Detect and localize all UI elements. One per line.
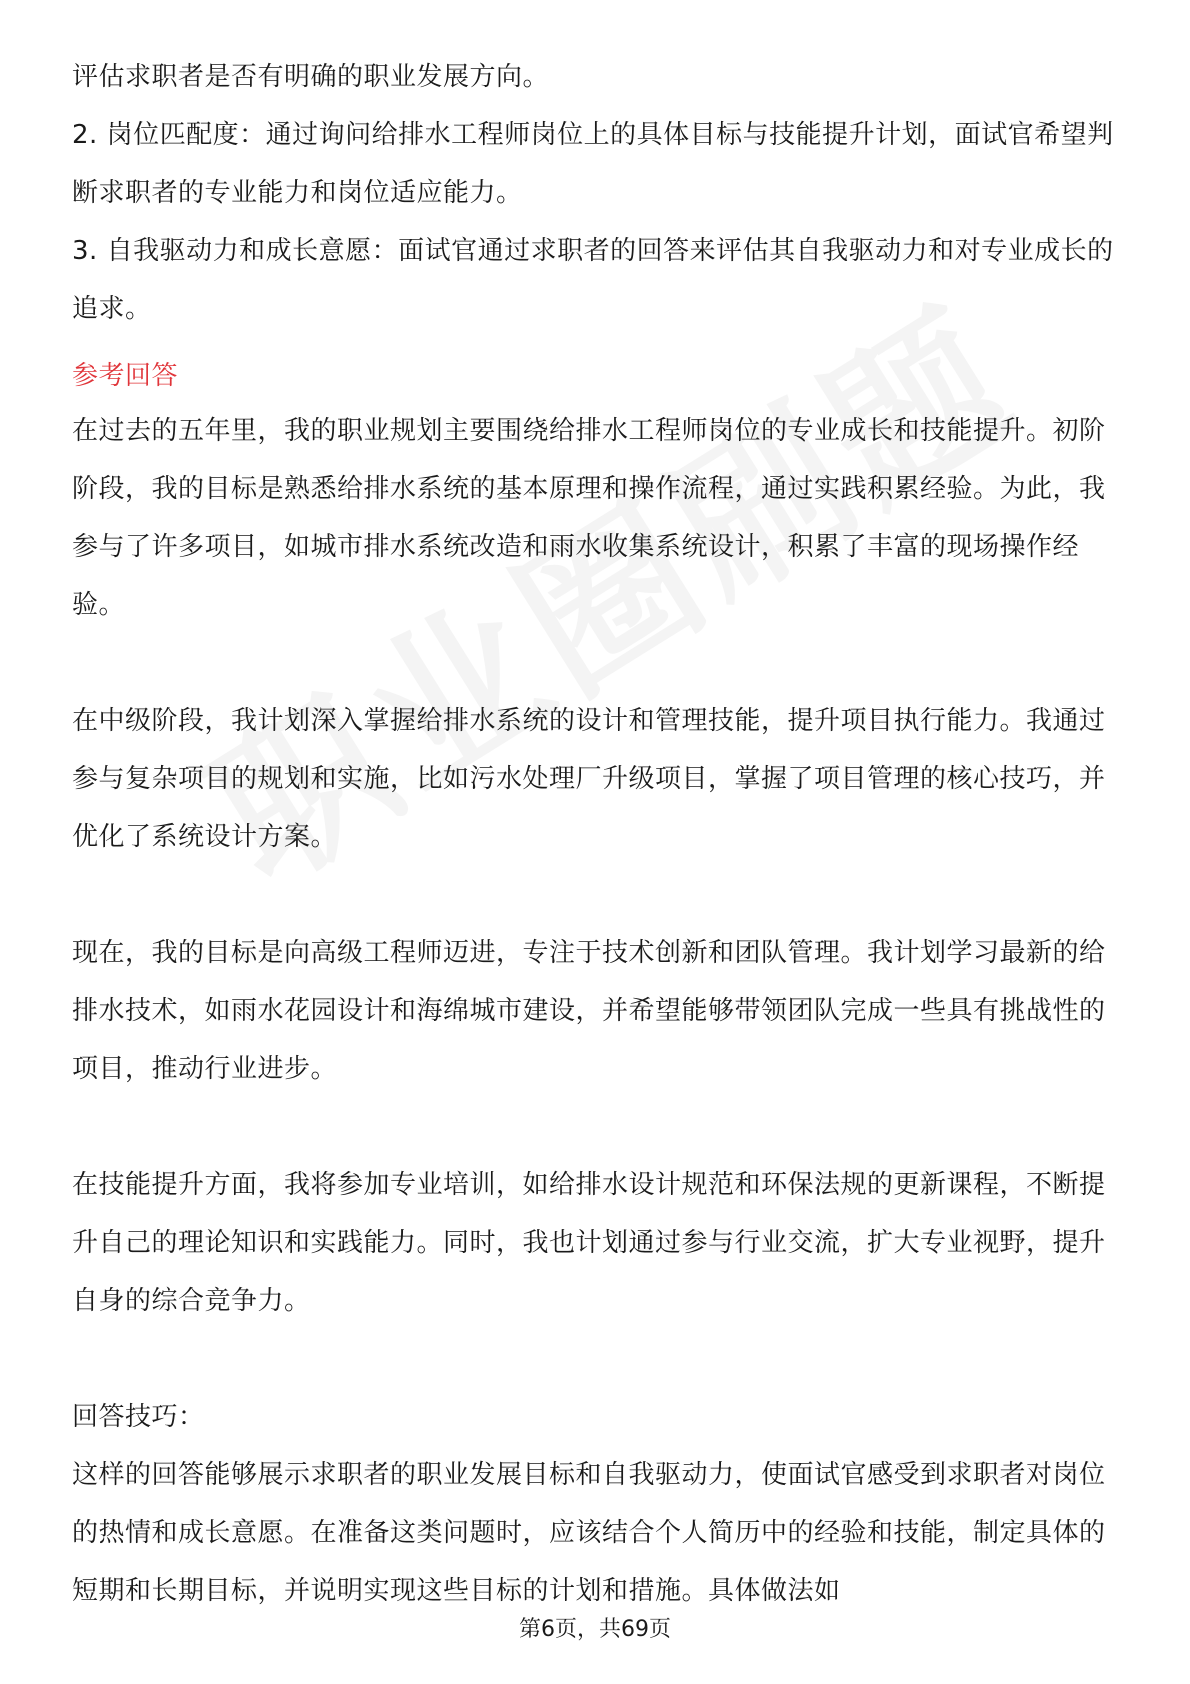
paragraph-answer-mid-stage: 在中级阶段，我计划深入掌握给排水系统的设计和管理技能，提升项目执行能力。我通过参与复杂项目的规划和实施，比如污水处理厂升级项目，掌握了项目管理的核心技巧，并优化了系统设计方案。 xyxy=(72,706,1106,852)
paragraph-answer-current-goal: 现在，我的目标是向高级工程师迈进，专注于技术创新和团队管理。我计划学习最新的给排水技术，如雨水花园设计和海绵城市建设，并希望能够带领团队完成一些具有挑战性的项目，推动行业进步。 xyxy=(72,938,1106,1084)
section-heading-reference-answer: 参考回答 xyxy=(72,361,179,391)
paragraph-answer-tips: 这样的回答能够展示求职者的职业发展目标和自我驱动力，使面试官感受到求职者对岗位的热情和成长意愿。在准备这类问题时，应该结合个人简历中的经验和技能，制定具体的短期和长期目标，并说明实现这些目标的计划和措施。具体做法如 xyxy=(72,1460,1106,1606)
paragraph-answer-early-stage: 在过去的五年里，我的职业规划主要围绕给排水工程师岗位的专业成长和技能提升。初阶阶段，我的目标是熟悉给排水系统的基本原理和操作流程，通过实践积累经验。为此，我参与了许多项目，如城市排水系统改造和雨水收集系统设计，积累了丰富的现场操作经验。 xyxy=(72,416,1106,620)
paragraph-answer-skill-improvement: 在技能提升方面，我将参加专业培训，如给排水设计规范和环保法规的更新课程，不断提升自己的理论知识和实践能力。同时，我也计划通过参与行业交流，扩大专业视野，提升自身的综合竞争力。 xyxy=(72,1170,1106,1316)
document-body xyxy=(72,48,1122,1620)
paragraph-career-direction: 评估求职者是否有明确的职业发展方向。 xyxy=(72,62,550,92)
section-heading-answer-tips: 回答技巧： xyxy=(72,1402,205,1432)
paragraph-self-drive: 3. 自我驱动力和成长意愿：面试官通过求职者的回答来评估其自我驱动力和对专业成长的追求。 xyxy=(72,236,1114,324)
page-number: 第6页，共69页 xyxy=(519,1617,671,1642)
paragraph-job-match: 2. 岗位匹配度：通过询问给排水工程师岗位上的具体目标与技能提升计划，面试官希望判断求职者的专业能力和岗位适应能力。 xyxy=(72,120,1114,208)
